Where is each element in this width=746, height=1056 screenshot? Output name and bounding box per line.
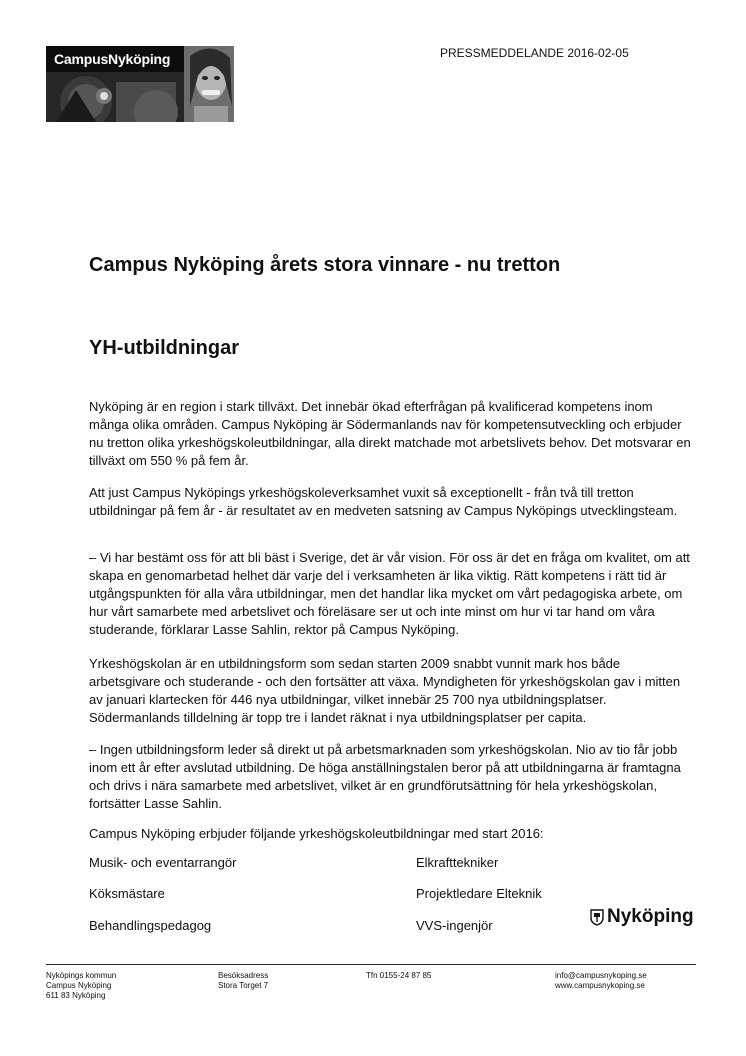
footer-phone-col bbox=[366, 971, 431, 981]
program-item: Musik- och eventarrangör bbox=[89, 855, 237, 870]
paragraph-1: Nyköping är en region i stark tillväxt. Det innebär ökad efterfrågan på kvalificerad kompetens inom många olika områden. Campus Nyköping är Södermanlands nav för kompetensutveckling och erbjuder nu tretton olika yrkeshögskoleutbildningar, alla direkt matchade mot arbetslivets behov. Det motsvarar en tillväxt om 550 % på fem år. bbox=[89, 399, 691, 468]
footer-visit-col bbox=[218, 971, 268, 991]
nykoping-logo bbox=[590, 906, 694, 928]
footer-line: Stora Torget 7 bbox=[218, 981, 269, 990]
nykoping-logo-text: Nyköping bbox=[607, 906, 694, 927]
city-crest-icon bbox=[590, 909, 604, 926]
footer-line: Campus Nyköping bbox=[46, 981, 112, 990]
program-item: Behandlingspedagog bbox=[89, 918, 212, 933]
footer-website-link[interactable]: www.campusnykoping.se bbox=[555, 981, 645, 990]
portrait-photo bbox=[184, 46, 234, 122]
paragraph-6: Campus Nyköping erbjuder följande yrkeshögskoleutbildningar med start 2016: bbox=[89, 826, 544, 841]
paragraph-2: Att just Campus Nyköpings yrkeshögskoleverksamhet vuxit så exceptionellt - från två till tretton utbildningar på fem år - är resultatet av en medveten satsning av Campus Nyköpings utvecklingsteam. bbox=[89, 485, 678, 518]
paragraph-4: Yrkeshögskolan är en utbildningsform som sedan starten 2009 snabbt vunnit mark hos både arbetsgivare och studerande - och den fortsätter att växa. Myndigheten för yrkeshögskolan gav i mitten av januari klartecken för 446 nya utbildningar, vilket innebär 25 700 nya utbildningsplatser. Södermanlands tilldelning är topp tre i landet räknat i nya utbildningsplatser per capita. bbox=[89, 656, 681, 725]
program-item: Köksmästare bbox=[89, 886, 165, 901]
campus-logo-text: CampusNyköping bbox=[46, 46, 184, 72]
program-item: Projektledare Elteknik bbox=[416, 886, 542, 901]
headline-line-2: YH-utbildningar bbox=[89, 337, 239, 359]
footer-address-col bbox=[46, 971, 116, 1001]
program-item: Elkrafttekniker bbox=[416, 855, 499, 870]
headline-line-1: Campus Nyköping årets stora vinnare - nu tretton bbox=[89, 254, 561, 276]
footer-divider bbox=[46, 964, 696, 965]
footer-line: 611 83 Nyköping bbox=[46, 991, 106, 1000]
footer-phone: Tfn 0155-24 87 85 bbox=[366, 971, 432, 980]
footer-email-link[interactable]: info@campusnykoping.se bbox=[555, 971, 647, 980]
paragraph-3: – Vi har bestämt oss för att bli bäst i Sverige, det är vår vision. För oss är det en fråga om kvalitet, om att skapa en genomarbetad helhet där varje del i verksamheten är lika viktig. Rätt kompetens i rätt tid är utgångspunkten för alla våra utbildningar, men det handlar lika mycket om vårt pedagogiska arbete, om hur vårt samarbete med arbetslivet och föreläsare ser ut och inte minst om hur vi tar hand om våra studerande, förklarar Lasse Sahlin, rektor på Campus Nyköping. bbox=[89, 550, 690, 637]
compass-photo bbox=[46, 72, 184, 122]
press-release-date: PRESSMEDDELANDE 2016-02-05 bbox=[440, 46, 629, 60]
footer-line: Besöksadress bbox=[218, 971, 269, 980]
program-item: VVS-ingenjör bbox=[416, 918, 493, 933]
campus-logo-block bbox=[46, 46, 234, 122]
paragraph-5: – Ingen utbildningsform leder så direkt ut på arbetsmarknaden som yrkeshögskolan. Nio av tio får jobb inom ett år efter avslutad utbildning. De höga anställningstalen beror på att utbildningarna är framtagna och drivs i nära samarbete med arbetslivet, vilket är en grundförutsättning för hela yrkeshögskolan, fortsätter Lasse Sahlin. bbox=[89, 742, 681, 811]
footer-line: Nyköpings kommun bbox=[46, 971, 117, 980]
footer-contact-col bbox=[555, 971, 647, 991]
